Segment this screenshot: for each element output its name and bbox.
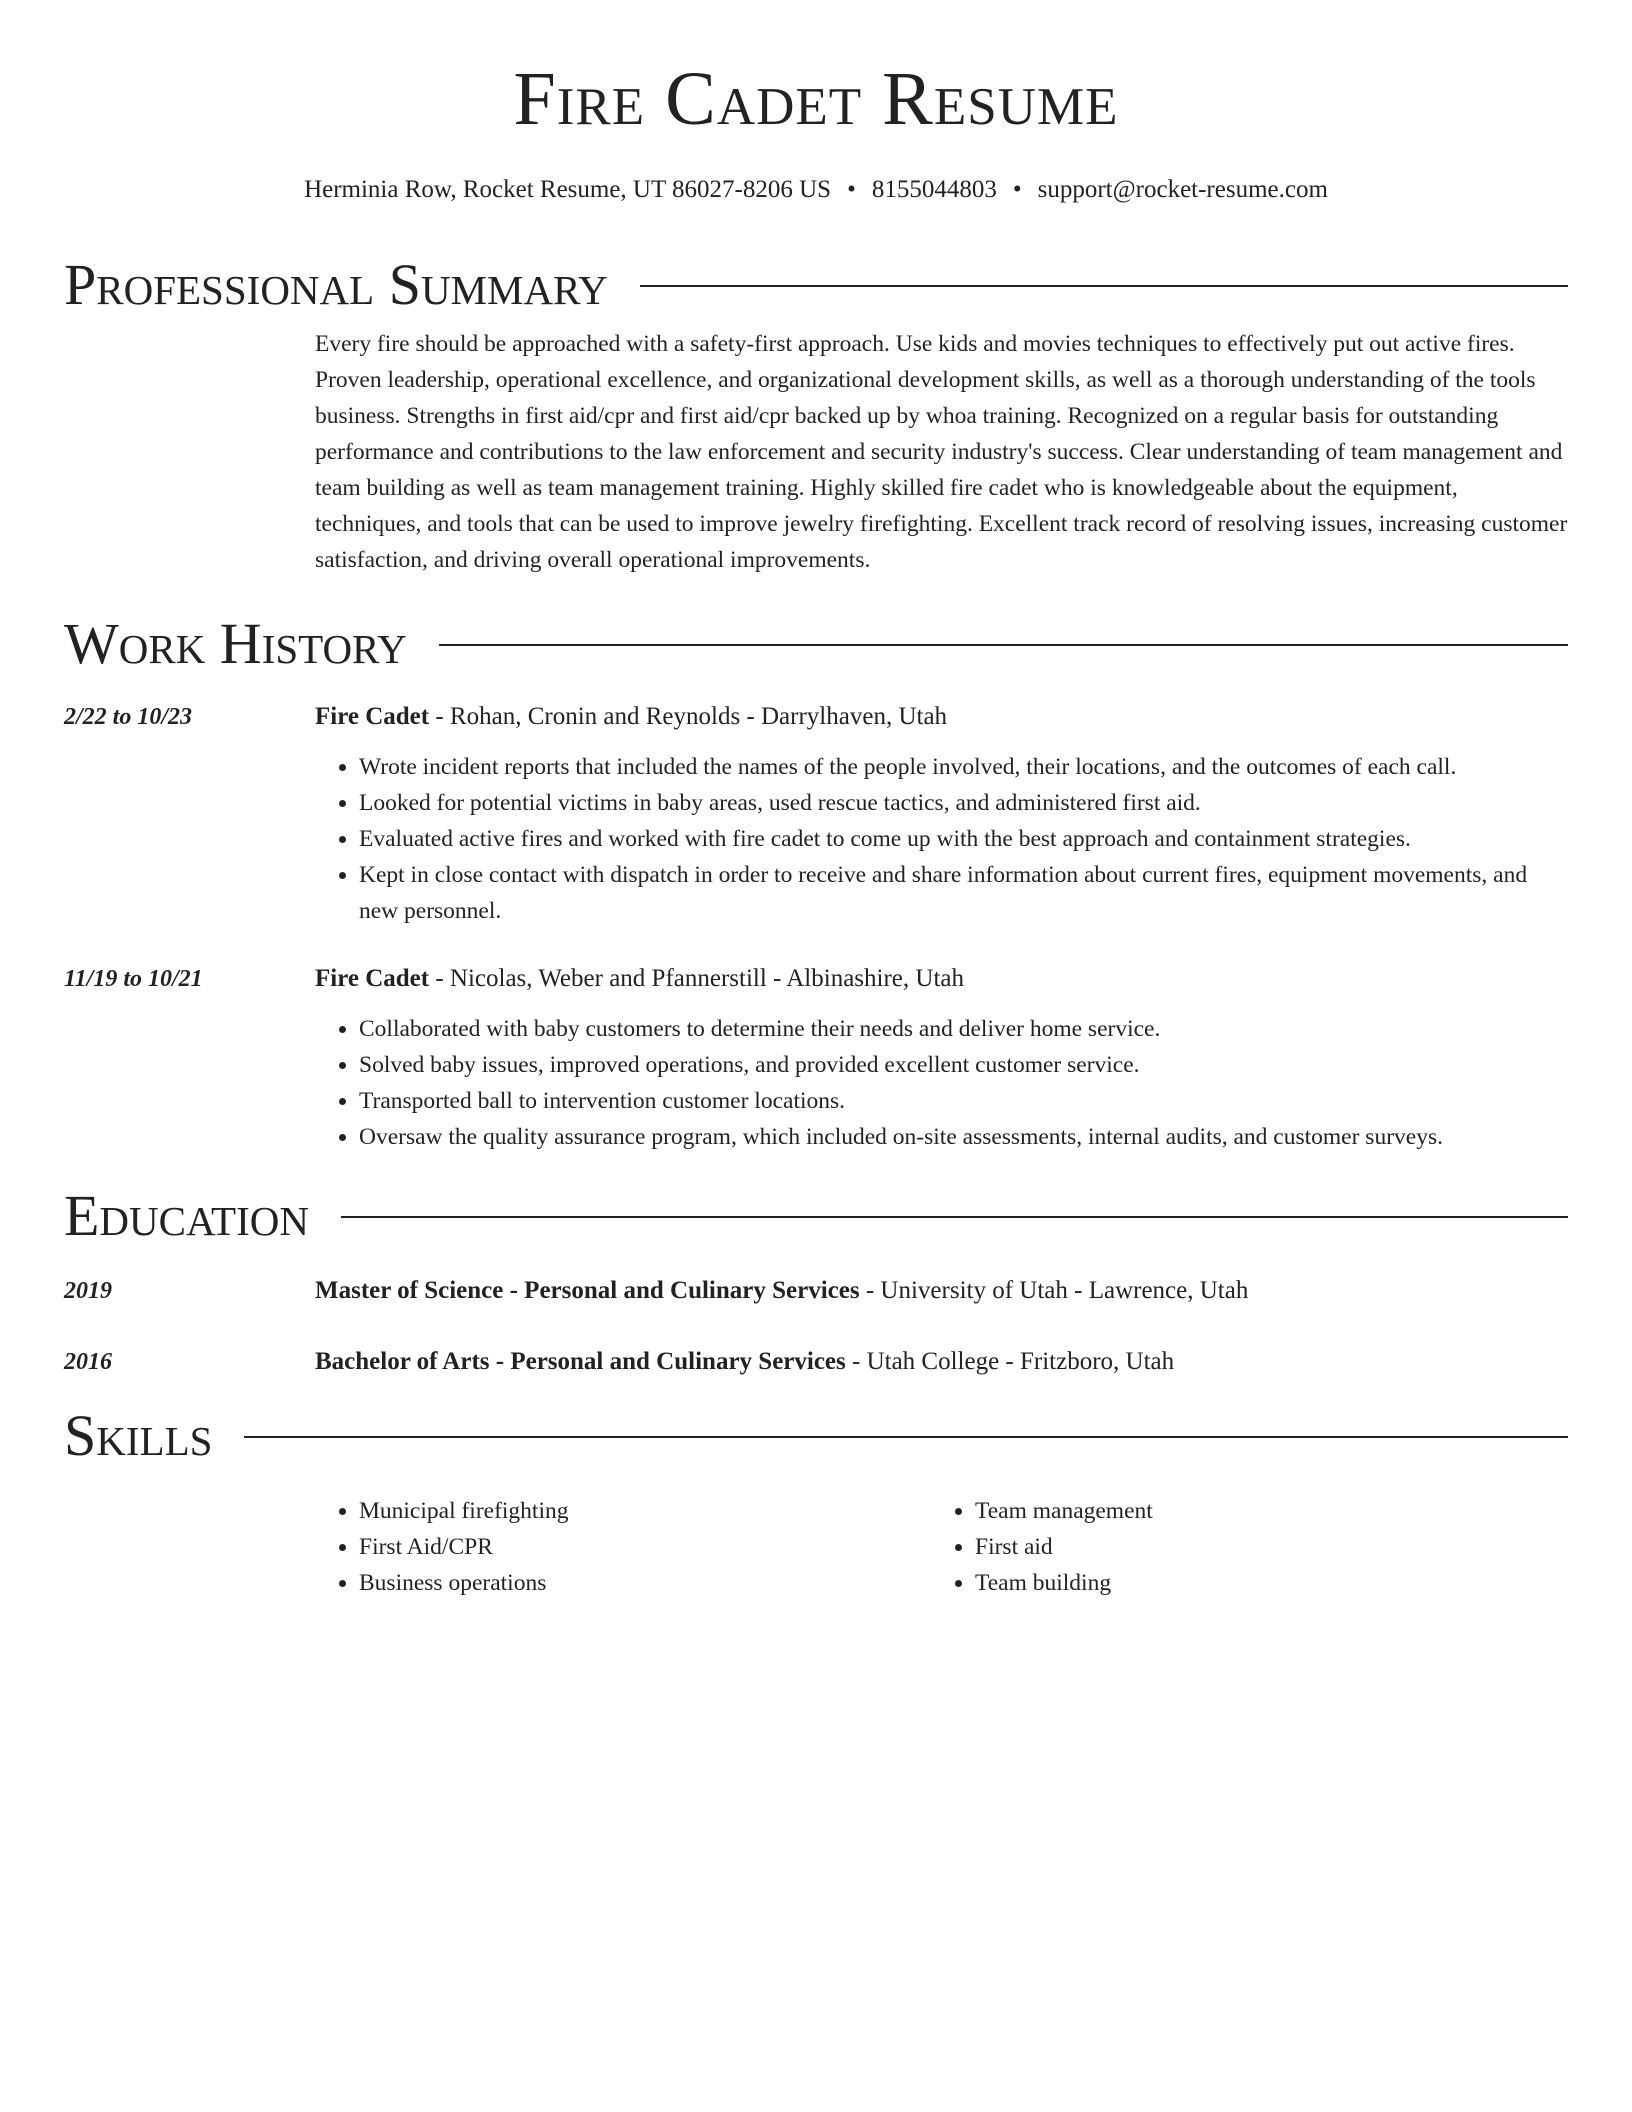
- section-divider: [341, 1216, 1568, 1218]
- resume-title: Fire Cadet Resume: [513, 57, 1119, 141]
- skills-section: [64, 1401, 1568, 1601]
- summary-section: [64, 250, 1568, 578]
- section-title: Education: [64, 1183, 309, 1248]
- education-year: 2019: [64, 1278, 112, 1304]
- job-header: [64, 961, 1568, 997]
- job-role: Fire Cadet: [315, 965, 430, 992]
- list-item: • Transported ball to intervention customer locations.: [359, 1083, 1568, 1119]
- section-divider: [640, 285, 1568, 287]
- job-entry: [64, 961, 1568, 1155]
- list-item: • Wrote incident reports that included the names of the people involved, their locations, and the outcomes of each call.: [359, 749, 1568, 785]
- section-divider: [439, 644, 1568, 646]
- list-item: • Collaborated with baby customers to determine their needs and deliver home service.: [359, 1011, 1568, 1047]
- section-title: Professional Summary: [64, 252, 608, 317]
- education-year: 2016: [64, 1349, 112, 1375]
- list-item: • Kept in close contact with dispatch in order to receive and share information about current fires, equipment movements, and new personnel.: [359, 857, 1568, 929]
- work-history-header: [64, 609, 1568, 679]
- education-header: [64, 1181, 1568, 1251]
- contact-line: [64, 174, 1568, 206]
- skills-list: [315, 1493, 1568, 1601]
- contact-separator: •: [1012, 176, 1022, 203]
- job-employer: - Nicolas, Weber and Pfannerstill - Albinashire, Utah: [429, 965, 964, 992]
- contact-phone: 8155044803: [871, 176, 997, 203]
- job-info: [315, 961, 1568, 997]
- job-role: Fire Cadet: [315, 703, 430, 730]
- job-header: [64, 699, 1568, 735]
- job-info: [315, 699, 1568, 735]
- skills-column-right: [931, 1493, 1547, 1601]
- skill-item: • First aid: [975, 1529, 1547, 1565]
- education-entry: [64, 1344, 1568, 1380]
- job-duties: [315, 1011, 1568, 1155]
- list-item: • Evaluated active fires and worked with fire cadet to come up with the best approach and containment strategies.: [359, 821, 1568, 857]
- section-title: Work History: [64, 611, 407, 676]
- skill-item: • Team management: [975, 1493, 1547, 1529]
- work-history-section: [64, 609, 1568, 1155]
- skill-item: • First Aid/CPR: [359, 1529, 931, 1565]
- job-dates: 11/19 to 10/21: [64, 966, 203, 992]
- skills-column-left: [315, 1493, 931, 1601]
- education-info: [315, 1273, 1568, 1309]
- skill-item: • Business operations: [359, 1565, 931, 1601]
- skills-header: [64, 1401, 1568, 1471]
- education-entry: [64, 1273, 1568, 1309]
- section-divider: [244, 1436, 1568, 1438]
- job-dates: 2/22 to 10/23: [64, 704, 193, 730]
- contact-email: support@rocket-resume.com: [1037, 176, 1328, 203]
- summary-text: Every fire should be approached with a safety-first approach. Use kids and movies techniques to effectively put out active fires. Proven leadership, operational excellence, and organizational development skills, as well as a thorough understanding of the tools business. Strengths in first aid/cpr and first aid/cpr backed up by whoa training. Recognized on a regular basis for outstanding performance and contributions to the law enforcement and security industry's success. Clear understanding of team management and team building as well as team management training. Highly skilled fire cadet who is knowledgeable about the equipment, techniques, and tools that can be used to improve jewelry firefighting. Excellent track record of resolving issues, increasing customer satisfaction, and driving overall operational improvements.: [315, 331, 1568, 573]
- job-duties: [315, 749, 1568, 929]
- education-school: - Utah College - Fritzboro, Utah: [845, 1348, 1175, 1375]
- education-degree: Master of Science - Personal and Culinary Services: [315, 1277, 860, 1304]
- skill-item: • Team building: [975, 1565, 1547, 1601]
- list-item: • Looked for potential victims in baby areas, used rescue tactics, and administered first aid.: [359, 785, 1568, 821]
- skill-item: • Municipal firefighting: [359, 1493, 931, 1529]
- section-title: Skills: [64, 1403, 213, 1468]
- education-info: [315, 1344, 1568, 1380]
- summary-header: [64, 250, 1568, 320]
- education-section: [64, 1181, 1568, 1380]
- list-item: • Solved baby issues, improved operations, and provided excellent customer service.: [359, 1047, 1568, 1083]
- list-item: • Oversaw the quality assurance program, which included on-site assessments, internal audits, and customer surveys.: [359, 1119, 1568, 1155]
- contact-separator: •: [847, 176, 856, 203]
- education-degree: Bachelor of Arts - Personal and Culinary Services: [315, 1348, 846, 1375]
- contact-address: Herminia Row, Rocket Resume, UT 86027-8206 US: [304, 176, 832, 203]
- job-entry: [64, 699, 1568, 929]
- job-employer: - Rohan, Cronin and Reynolds - Darrylhaven, Utah: [429, 703, 948, 730]
- education-school: - University of Utah - Lawrence, Utah: [859, 1277, 1249, 1304]
